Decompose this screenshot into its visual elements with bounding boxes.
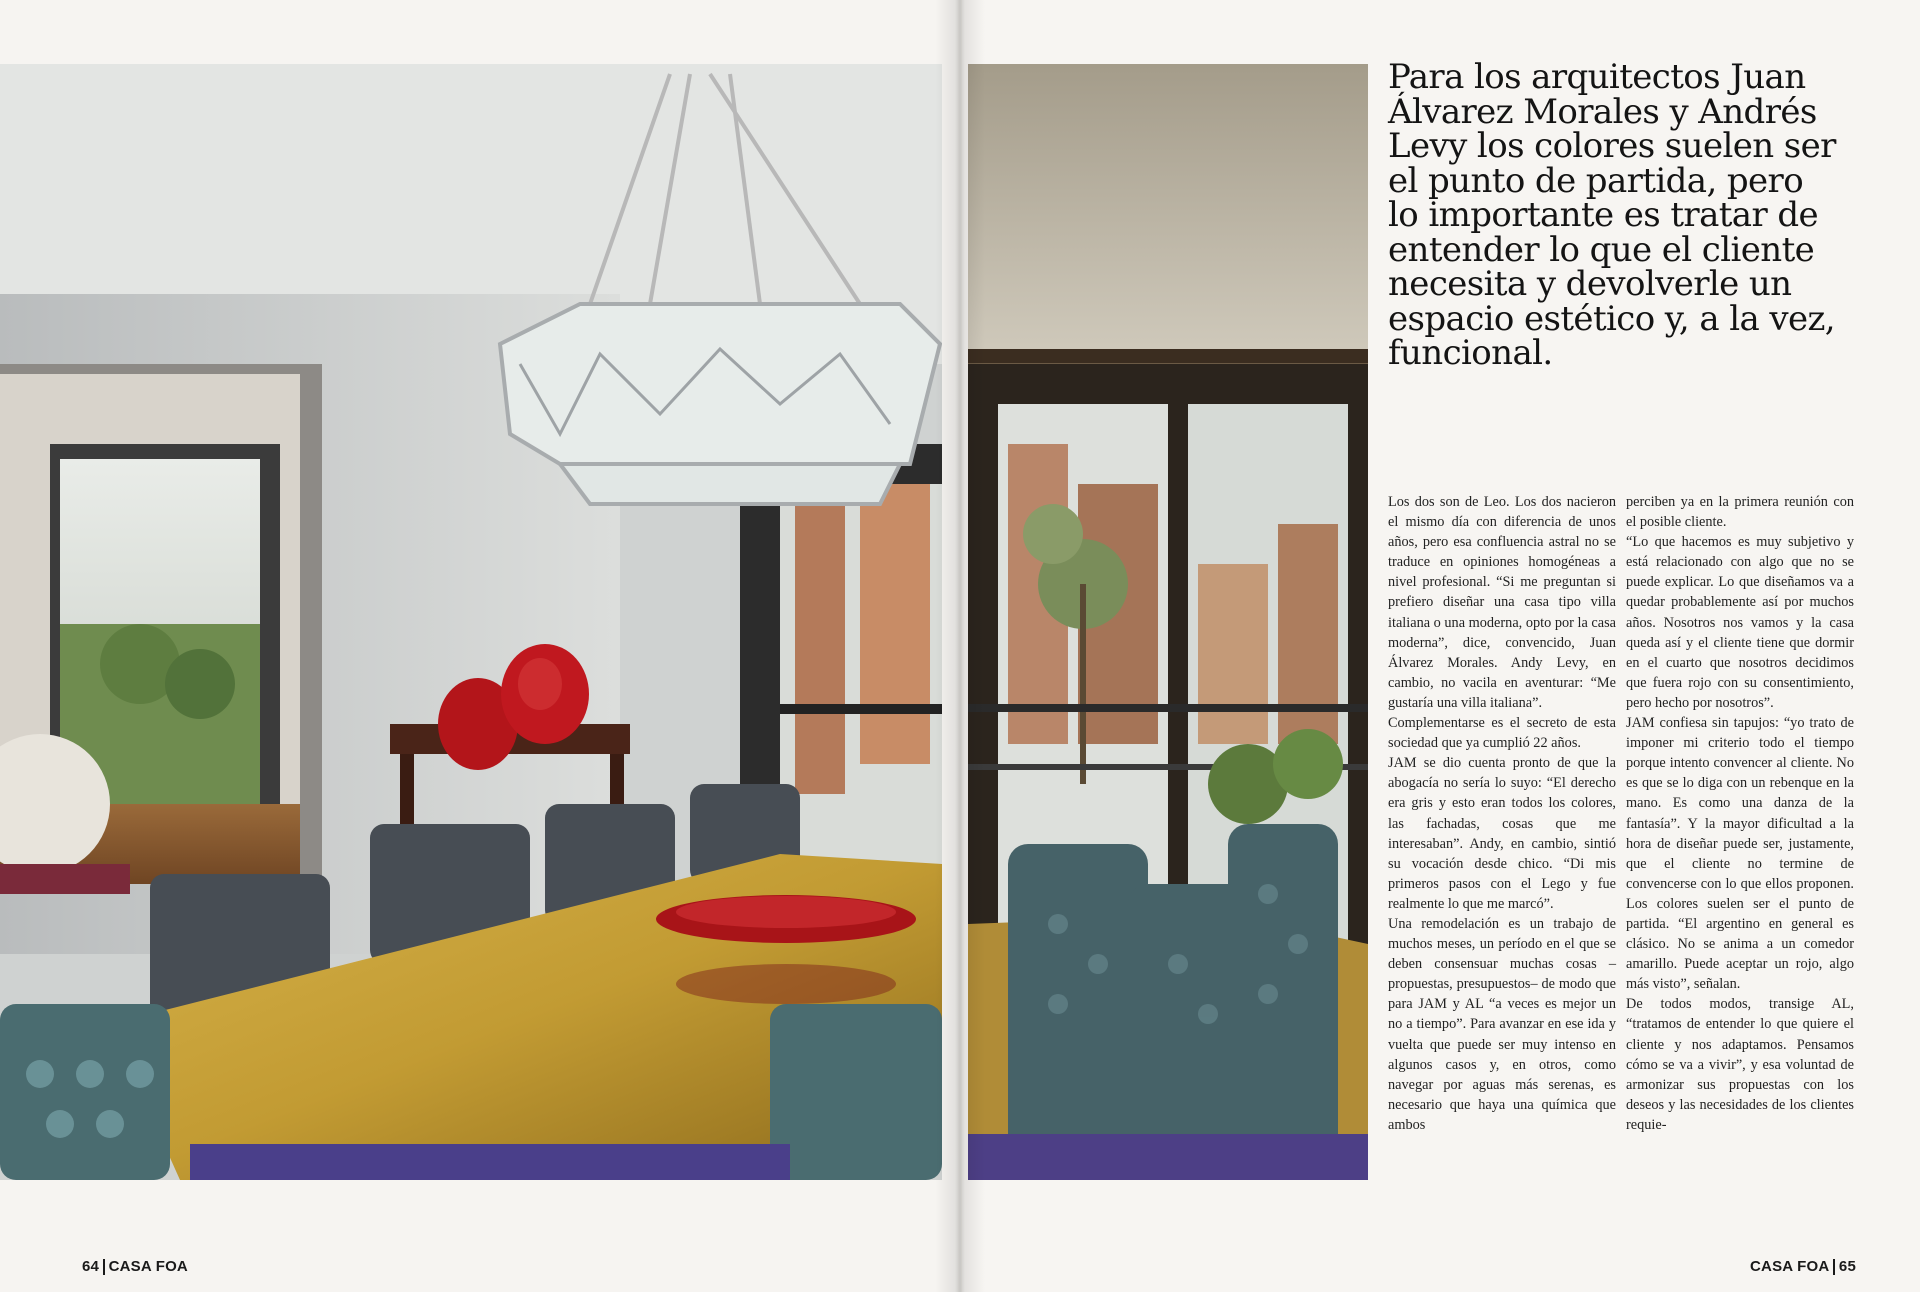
dining-room-illustration bbox=[0, 64, 942, 1180]
folio-divider bbox=[1833, 1259, 1835, 1275]
magazine-name-left: CASA FOA bbox=[108, 1258, 188, 1275]
folio-divider bbox=[103, 1259, 105, 1275]
pull-quote: Para los arquitectos Juan Álvarez Morales y Andrés Levy los colores suelen ser el punto de partida, pero lo importante es tratar de entender lo que el cliente necesita y devolverle un espacio estético y, a la vez, funcional. bbox=[1388, 57, 1836, 373]
paragraph: JAM confiesa sin tapujos: “yo trato de imponer mi criterio todo el tiempo porque intento convencer al cliente. No es que se lo diga con un rebenque en la mano. Es como una danza de la fantasía”. Y la mayor dificultad a la hora de diseñar puede ser, justamente, que el cliente no termine de convencerse con lo que ellos proponen. Los colores suelen ser el punto de partida. “El argentino en general es clásico. No se anima a un comedor amarillo. Puede aceptar un rojo, algo más visto”, señalan. bbox=[1626, 715, 1854, 993]
folio-right bbox=[1750, 1258, 1856, 1275]
spine-gutter bbox=[935, 0, 985, 1292]
body-column-2 bbox=[1626, 492, 1854, 1135]
magazine-name-right: CASA FOA bbox=[1750, 1258, 1830, 1275]
paragraph: JAM se dio cuenta pronto de que la abogacía no sería lo suyo: “El derecho era gris y esto eran todos los colores, las fachadas, cosas que me interesaban”. Andy, en cambio, sintió su vocación desde chico. “Di mis primeros pasos con el Lego y fue realmente lo que me marcó”. bbox=[1388, 755, 1616, 912]
window-chairs-photo bbox=[968, 64, 1368, 1180]
paragraph: De todos modos, transige AL, “tratamos de entender lo que quiere el cliente y nos adaptamos. Pensamos cómo se va a vivir”, y esa voluntad de armonizar sus propuestas con los deseos y las necesidades de los clientes requie- bbox=[1626, 996, 1854, 1133]
window-chairs-illustration bbox=[968, 64, 1368, 1180]
paragraph: Los dos son de Leo. Los dos nacieron el mismo día con diferencia de unos años, pero esa confluencia astral no se traduce en opiniones homogéneas a nivel profesional. “Si me preguntan si prefiero diseñar una casa tipo villa italiana o una moderna, opto por la casa moderna”, dice, convencido, Juan Álvarez Morales. Andy Levy, en cambio, no vacila en aventurar: “Me gustaría una villa italiana”. bbox=[1388, 494, 1616, 711]
body-column-1 bbox=[1388, 492, 1616, 1135]
page-number-right: 65 bbox=[1838, 1258, 1856, 1275]
folio-left bbox=[82, 1258, 188, 1275]
paragraph: Una remodelación es un trabajo de muchos meses, un período en el que se deben consensuar muchas cosas –propuestas, presupuestos– de modo que para JAM y AL “a veces es mejor un no a tiempo”. Para avanzar en ese ida y vuelta que puede ser muy intenso en algunos casos y, en otros, como navegar por aguas más serenas, es necesario que haya una química que ambos bbox=[1388, 915, 1616, 1133]
paragraph: “Lo que hacemos es muy subjetivo y está relacionado con algo que no se puede explicar. Lo que diseñamos va a quedar probablemente así por muchos años. Nosotros nos vamos y la casa queda así y el cliente tiene que dormir en el cuarto que nosotros decidimos que fuera rojo con su consentimiento, pero hecho por nosotros”. bbox=[1626, 534, 1854, 711]
paragraph: perciben ya en la primera reunión con el posible cliente. bbox=[1626, 494, 1854, 531]
dining-room-photo bbox=[0, 64, 942, 1180]
page-number-left: 64 bbox=[82, 1258, 100, 1275]
paragraph: Complementarse es el secreto de esta sociedad que ya cumplió 22 años. bbox=[1388, 715, 1616, 752]
